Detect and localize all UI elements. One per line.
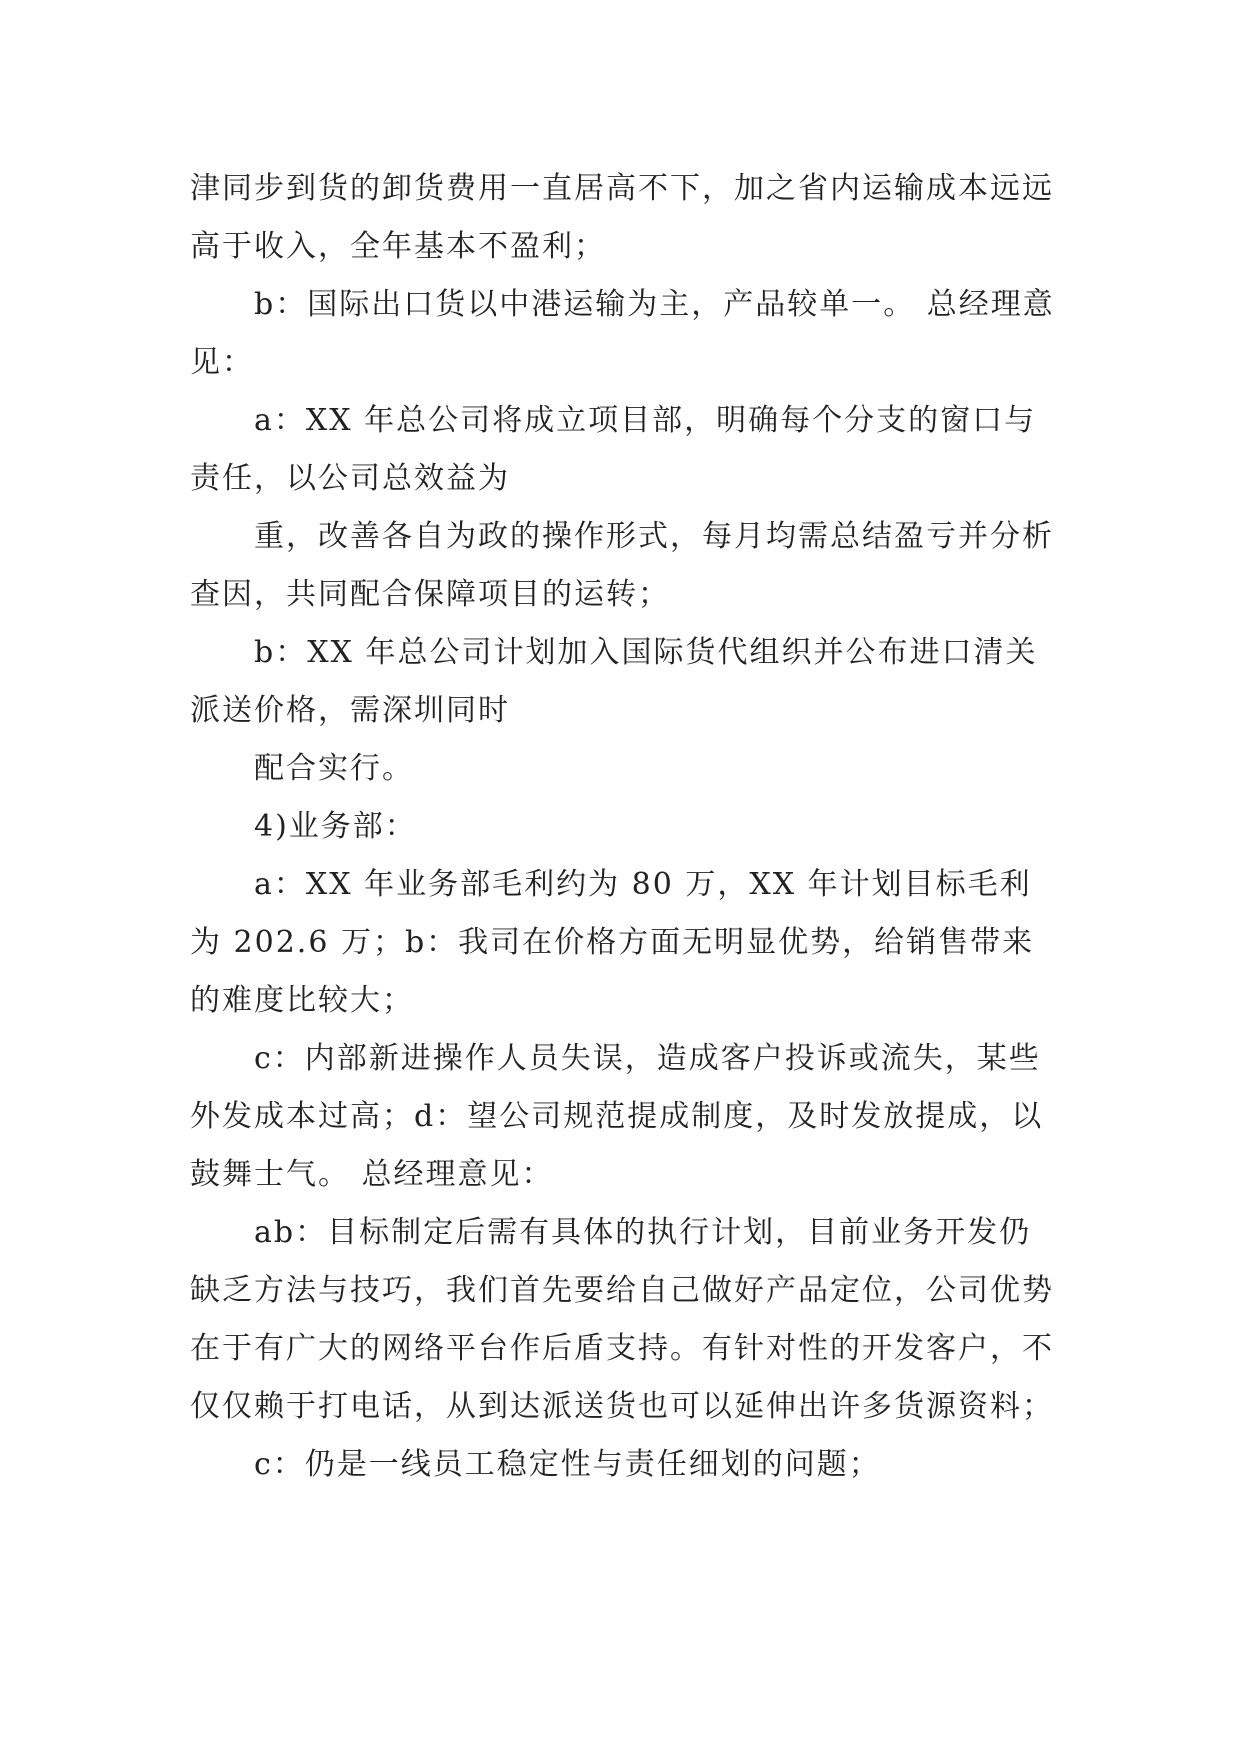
paragraph: c：内部新进操作人员失误，造成客户投诉或流失，某些外发成本过高；d：望公司规范提成制度，及时发放提成，以鼓舞士气。 总经理意见： — [190, 1041, 1044, 1192]
paragraph: 配合实行。 — [254, 751, 414, 786]
body-text — [190, 160, 1060, 1494]
paragraph: b：XX 年总公司计划加入国际货代组织并公布进口清关派送价格，需深圳同时 — [190, 635, 1038, 728]
paragraph: 津同步到货的卸货费用一直居高不下，加之省内运输成本远远高于收入，全年基本不盈利； — [190, 171, 1054, 264]
paragraph: 重，改善各自为政的操作形式，每月均需总结盈亏并分析查因，共同配合保障项目的运转； — [190, 519, 1054, 612]
paragraph: ab：目标制定后需有具体的执行计划，目前业务开发仍缺乏方法与技巧，我们首先要给自己做好产品定位，公司优势在于有广大的网络平台作后盾支持。有针对性的开发客户，不仅仅赖于打电话，从到达派送货也可以延伸出许多货源资料； — [190, 1215, 1054, 1424]
paragraph: 4)业务部： — [254, 809, 417, 844]
paragraph: b：国际出口货以中港运输为主，产品较单一。 总经理意见： — [190, 287, 1055, 380]
paragraph: a：XX 年业务部毛利约为 80 万，XX 年计划目标毛利为 202.6 万；b：我司在价格方面无明显优势，给销售带来的难度比较大； — [190, 867, 1035, 1018]
paragraph: c：仍是一线员工稳定性与责任细划的问题； — [254, 1447, 881, 1482]
paragraph: a：XX 年总公司将成立项目部，明确每个分支的窗口与责任，以公司总效益为 — [190, 403, 1037, 496]
